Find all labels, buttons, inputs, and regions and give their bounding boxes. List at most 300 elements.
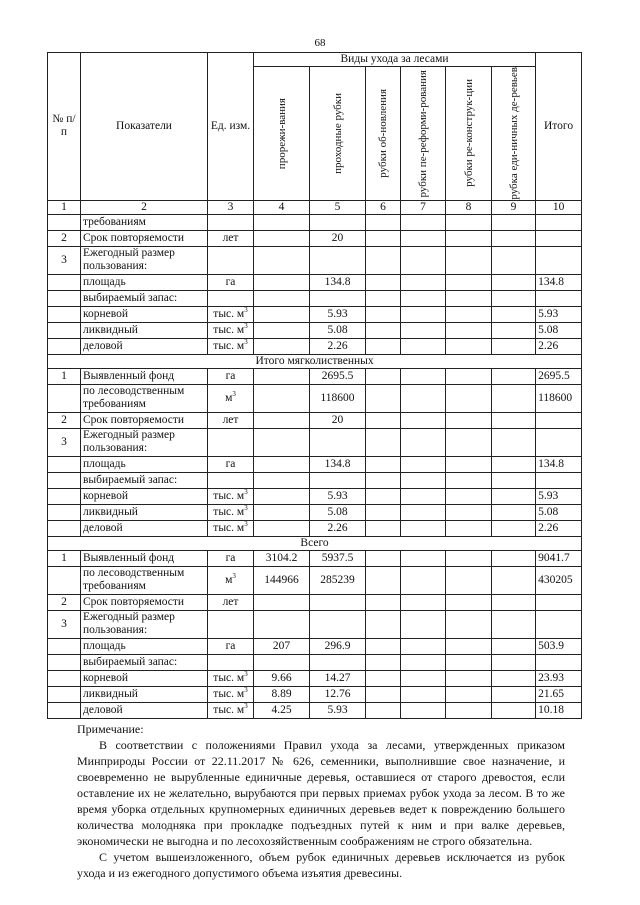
row-unit: га: [208, 274, 254, 290]
value-reconstruction: [446, 654, 492, 670]
row-indicator: выбираемый запас:: [81, 472, 208, 488]
care-type-header: рубки пе-реформи-рования: [401, 67, 446, 201]
value-reconstruction: [446, 428, 492, 456]
row-number: [48, 654, 81, 670]
value-total: [536, 428, 582, 456]
value-passage-cutting: 14.27: [310, 670, 366, 686]
row-indicator: Выявленный фонд: [81, 368, 208, 384]
row-indicator: корневой: [81, 306, 208, 322]
value-renewal: [366, 566, 401, 594]
row-number: [48, 338, 81, 354]
col-num-header: № п/п: [48, 53, 81, 201]
value-total: [536, 230, 582, 246]
value-single-trees: [492, 290, 536, 306]
care-type-header: рубка еди-ничных де-ревьев: [492, 67, 536, 201]
value-renewal: [366, 290, 401, 306]
value-total: [536, 594, 582, 610]
value-passage-cutting: [310, 654, 366, 670]
value-reconstruction: [446, 338, 492, 354]
row-unit: га: [208, 550, 254, 566]
value-passage-cutting: 5937.5: [310, 550, 366, 566]
row-number: [48, 274, 81, 290]
table-row: [48, 290, 582, 306]
value-reforming: [401, 290, 446, 306]
value-reforming: [401, 520, 446, 536]
row-unit: [208, 246, 254, 274]
value-renewal: [366, 412, 401, 428]
value-reconstruction: [446, 456, 492, 472]
value-single-trees: [492, 610, 536, 638]
row-number: [48, 290, 81, 306]
section-title-row: [48, 536, 582, 550]
value-thinning: [254, 230, 310, 246]
row-indicator: деловой: [81, 702, 208, 718]
row-number: 1: [48, 368, 81, 384]
value-reforming: [401, 412, 446, 428]
value-renewal: [366, 472, 401, 488]
value-thinning: [254, 610, 310, 638]
value-reforming: [401, 322, 446, 338]
row-indicator: по лесоводственным требованиям: [81, 384, 208, 412]
row-unit: лет: [208, 412, 254, 428]
value-renewal: [366, 610, 401, 638]
column-numbers-row: 1 2 3 4 5 6 7 8 9 10: [48, 200, 582, 214]
value-renewal: [366, 428, 401, 456]
row-number: 2: [48, 594, 81, 610]
col-total-header: Итого: [536, 53, 582, 201]
value-reforming: [401, 638, 446, 654]
row-indicator: площадь: [81, 456, 208, 472]
row-unit: тыс. $м^3$: [208, 686, 254, 702]
value-renewal: [366, 594, 401, 610]
value-single-trees: [492, 670, 536, 686]
value-renewal: [366, 520, 401, 536]
table-row: [48, 412, 582, 428]
row-number: 3: [48, 610, 81, 638]
row-indicator: деловой: [81, 520, 208, 536]
value-single-trees: [492, 654, 536, 670]
row-unit: тыс. $м^3$: [208, 520, 254, 536]
value-reforming: [401, 368, 446, 384]
value-reforming: [401, 504, 446, 520]
value-total: 134.8: [536, 456, 582, 472]
care-type-header: прорежи-вания: [254, 67, 310, 201]
value-passage-cutting: 20: [310, 412, 366, 428]
value-reconstruction: [446, 246, 492, 274]
row-indicator: выбираемый запас:: [81, 290, 208, 306]
value-renewal: [366, 702, 401, 718]
value-single-trees: [492, 368, 536, 384]
value-total: 5.93: [536, 306, 582, 322]
value-total: 134.8: [536, 274, 582, 290]
value-passage-cutting: [310, 472, 366, 488]
value-renewal: [366, 504, 401, 520]
value-single-trees: [492, 338, 536, 354]
row-indicator: Ежегодный размер пользования:: [81, 610, 208, 638]
col-indicators-header: Показатели: [81, 53, 208, 201]
value-single-trees: [492, 246, 536, 274]
table-row: [48, 654, 582, 670]
row-unit: тыс. $м^3$: [208, 306, 254, 322]
row-indicator: Срок повторяемости: [81, 412, 208, 428]
table-row: [48, 384, 582, 412]
row-unit: га: [208, 638, 254, 654]
value-reconstruction: [446, 594, 492, 610]
value-renewal: [366, 274, 401, 290]
value-passage-cutting: 285239: [310, 566, 366, 594]
value-total: 5.08: [536, 504, 582, 520]
value-total: [536, 290, 582, 306]
value-renewal: [366, 230, 401, 246]
row-unit: лет: [208, 594, 254, 610]
table-row: [48, 702, 582, 718]
value-reconstruction: [446, 274, 492, 290]
forest-care-table: [47, 52, 582, 719]
row-indicator: выбираемый запас:: [81, 654, 208, 670]
value-single-trees: [492, 384, 536, 412]
value-total: 430205: [536, 566, 582, 594]
row-unit: тыс. $м^3$: [208, 504, 254, 520]
table-row: [48, 670, 582, 686]
value-single-trees: [492, 428, 536, 456]
table-row: [48, 306, 582, 322]
value-renewal: [366, 246, 401, 274]
section-title: Всего: [48, 536, 582, 550]
row-number: 1: [48, 550, 81, 566]
table-row: [48, 610, 582, 638]
row-number: 2: [48, 412, 81, 428]
table-row: [48, 594, 582, 610]
value-reconstruction: [446, 412, 492, 428]
row-unit: [208, 290, 254, 306]
value-thinning: [254, 274, 310, 290]
value-passage-cutting: 296.9: [310, 638, 366, 654]
value-passage-cutting: [310, 290, 366, 306]
value-thinning: [254, 322, 310, 338]
value-total: [536, 412, 582, 428]
value-total: 10.18: [536, 702, 582, 718]
table-row: [48, 550, 582, 566]
value-thinning: 4.25: [254, 702, 310, 718]
value-passage-cutting: 5.93: [310, 306, 366, 322]
value-total: 2695.5: [536, 368, 582, 384]
value-total: 9041.7: [536, 550, 582, 566]
value-reconstruction: [446, 566, 492, 594]
value-thinning: [254, 368, 310, 384]
value-reconstruction: [446, 504, 492, 520]
table-row: [48, 214, 582, 230]
value-total: 21.65: [536, 686, 582, 702]
value-reforming: [401, 230, 446, 246]
row-number: [48, 638, 81, 654]
value-passage-cutting: 2.26: [310, 520, 366, 536]
row-unit: $м^3$: [208, 566, 254, 594]
value-single-trees: [492, 702, 536, 718]
row-number: [48, 488, 81, 504]
value-reconstruction: [446, 214, 492, 230]
row-indicator: Ежегодный размер пользования:: [81, 428, 208, 456]
row-indicator: ликвидный: [81, 504, 208, 520]
value-thinning: [254, 428, 310, 456]
row-number: [48, 566, 81, 594]
value-total: 503.9: [536, 638, 582, 654]
row-unit: тыс. $м^3$: [208, 488, 254, 504]
value-renewal: [366, 368, 401, 384]
row-number: [48, 472, 81, 488]
value-reconstruction: [446, 702, 492, 718]
value-single-trees: [492, 520, 536, 536]
value-renewal: [366, 384, 401, 412]
value-single-trees: [492, 550, 536, 566]
value-reforming: [401, 610, 446, 638]
value-total: [536, 472, 582, 488]
table-row: [48, 338, 582, 354]
value-passage-cutting: [310, 594, 366, 610]
care-types-group-header: Виды ухода за лесами: [254, 53, 536, 67]
value-reforming: [401, 246, 446, 274]
row-indicator: Срок повторяемости: [81, 230, 208, 246]
note-paragraph-2: С учетом вышеизложенного, объем рубок единичных деревьев исключается из рубок ухода и из ежегодного допустимого объема изъятия древесины.: [77, 850, 565, 880]
value-thinning: [254, 472, 310, 488]
value-passage-cutting: [310, 610, 366, 638]
value-single-trees: [492, 412, 536, 428]
section-title-row: [48, 354, 582, 368]
value-thinning: 8.89: [254, 686, 310, 702]
table-row: [48, 472, 582, 488]
value-total: 2.26: [536, 520, 582, 536]
section-title: Итого мягколиственных: [48, 354, 582, 368]
value-thinning: [254, 520, 310, 536]
value-single-trees: [492, 456, 536, 472]
note-label: Примечание:: [77, 722, 144, 736]
note-paragraph-1: В соответствии с положениями Правил ухода за лесами, утвержденных приказом Минприроды России от 22.11.2017 № 626, семенники, выполнившие свое назначение, и своевременно не вырубленные единичные деревья, оставшиеся от старого древостоя, если оставление их не желательно, вырубаются при первых приемах рубок ухода за лесом. В то же время уборка отдельных крупномерных единичных деревьев ведет к повреждению большего количества молодняка при прокладке подъездных путей к ним и при валке деревьев, экономически не выгодна и по лесохозяйственным соображениям не строго обязательна.: [77, 738, 565, 848]
value-single-trees: [492, 686, 536, 702]
value-thinning: [254, 594, 310, 610]
value-renewal: [366, 306, 401, 322]
row-number: [48, 306, 81, 322]
row-number: [48, 686, 81, 702]
value-passage-cutting: 134.8: [310, 274, 366, 290]
value-renewal: [366, 456, 401, 472]
value-reforming: [401, 670, 446, 686]
table-row: [48, 520, 582, 536]
page-number: 68: [314, 37, 326, 49]
value-reforming: [401, 654, 446, 670]
table-row: [48, 686, 582, 702]
row-number: [48, 456, 81, 472]
value-passage-cutting: 5.08: [310, 322, 366, 338]
row-unit: га: [208, 456, 254, 472]
value-single-trees: [492, 566, 536, 594]
row-number: 3: [48, 246, 81, 274]
table-row: [48, 566, 582, 594]
row-number: [48, 702, 81, 718]
value-thinning: [254, 290, 310, 306]
row-unit: га: [208, 368, 254, 384]
value-single-trees: [492, 230, 536, 246]
row-indicator: площадь: [81, 274, 208, 290]
value-thinning: 3104.2: [254, 550, 310, 566]
row-unit: лет: [208, 230, 254, 246]
value-total: 118600: [536, 384, 582, 412]
value-thinning: [254, 246, 310, 274]
value-renewal: [366, 686, 401, 702]
row-number: [48, 670, 81, 686]
value-reconstruction: [446, 610, 492, 638]
value-passage-cutting: 2695.5: [310, 368, 366, 384]
value-passage-cutting: 2.26: [310, 338, 366, 354]
value-reconstruction: [446, 550, 492, 566]
value-single-trees: [492, 306, 536, 322]
row-indicator: ликвидный: [81, 686, 208, 702]
value-total: 2.26: [536, 338, 582, 354]
value-single-trees: [492, 274, 536, 290]
row-unit: [208, 428, 254, 456]
value-total: 5.08: [536, 322, 582, 338]
row-indicator: корневой: [81, 488, 208, 504]
col-unit-header: Ед. изм.: [208, 53, 254, 201]
row-unit: тыс. $м^3$: [208, 670, 254, 686]
value-thinning: [254, 214, 310, 230]
value-passage-cutting: [310, 214, 366, 230]
care-type-header: рубки об-новления: [366, 67, 401, 201]
table-row: [48, 488, 582, 504]
value-single-trees: [492, 638, 536, 654]
row-number: 2: [48, 230, 81, 246]
value-renewal: [366, 214, 401, 230]
value-thinning: 207: [254, 638, 310, 654]
value-passage-cutting: 118600: [310, 384, 366, 412]
value-reconstruction: [446, 368, 492, 384]
row-indicator: ликвидный: [81, 322, 208, 338]
row-indicator: корневой: [81, 670, 208, 686]
value-renewal: [366, 322, 401, 338]
value-thinning: [254, 338, 310, 354]
row-indicator: Выявленный фонд: [81, 550, 208, 566]
value-passage-cutting: 12.76: [310, 686, 366, 702]
value-reconstruction: [446, 322, 492, 338]
value-renewal: [366, 638, 401, 654]
value-single-trees: [492, 488, 536, 504]
table-row: [48, 638, 582, 654]
value-reconstruction: [446, 230, 492, 246]
table-row: [48, 504, 582, 520]
value-reforming: [401, 456, 446, 472]
row-unit: тыс. $м^3$: [208, 322, 254, 338]
value-thinning: [254, 654, 310, 670]
value-total: [536, 214, 582, 230]
value-passage-cutting: 5.08: [310, 504, 366, 520]
row-number: [48, 214, 81, 230]
value-reforming: [401, 472, 446, 488]
value-reforming: [401, 384, 446, 412]
value-thinning: [254, 384, 310, 412]
care-type-header: рубки ре-конструк-ции: [446, 67, 492, 201]
value-reconstruction: [446, 520, 492, 536]
value-reforming: [401, 686, 446, 702]
row-indicator: Срок повторяемости: [81, 594, 208, 610]
value-reconstruction: [446, 686, 492, 702]
value-thinning: [254, 456, 310, 472]
value-passage-cutting: 20: [310, 230, 366, 246]
care-type-header: проходные рубки: [310, 67, 366, 201]
row-unit: [208, 214, 254, 230]
table-row: [48, 246, 582, 274]
value-renewal: [366, 654, 401, 670]
value-total: [536, 654, 582, 670]
table-row: [48, 428, 582, 456]
value-passage-cutting: 134.8: [310, 456, 366, 472]
value-thinning: 9.66: [254, 670, 310, 686]
value-reforming: [401, 306, 446, 322]
row-indicator: площадь: [81, 638, 208, 654]
value-reconstruction: [446, 670, 492, 686]
row-unit: [208, 610, 254, 638]
value-reconstruction: [446, 638, 492, 654]
row-unit: тыс. $м^3$: [208, 338, 254, 354]
value-renewal: [366, 488, 401, 504]
value-renewal: [366, 550, 401, 566]
value-reconstruction: [446, 290, 492, 306]
table-row: [48, 322, 582, 338]
value-reforming: [401, 594, 446, 610]
value-thinning: [254, 504, 310, 520]
row-number: [48, 504, 81, 520]
value-single-trees: [492, 322, 536, 338]
table-row: [48, 274, 582, 290]
row-number: [48, 520, 81, 536]
value-single-trees: [492, 594, 536, 610]
value-thinning: [254, 488, 310, 504]
value-reforming: [401, 702, 446, 718]
value-renewal: [366, 338, 401, 354]
table-row: [48, 368, 582, 384]
value-reconstruction: [446, 488, 492, 504]
row-indicator: по лесоводственным требованиям: [81, 566, 208, 594]
value-thinning: 144966: [254, 566, 310, 594]
table-row: [48, 230, 582, 246]
table-row: [48, 456, 582, 472]
row-unit: [208, 472, 254, 488]
row-indicator: деловой: [81, 338, 208, 354]
row-number: 3: [48, 428, 81, 456]
row-unit: тыс. $м^3$: [208, 702, 254, 718]
value-total: 23.93: [536, 670, 582, 686]
value-passage-cutting: 5.93: [310, 702, 366, 718]
value-passage-cutting: [310, 428, 366, 456]
note-block: [77, 721, 565, 881]
value-reconstruction: [446, 384, 492, 412]
value-reforming: [401, 274, 446, 290]
row-unit: [208, 654, 254, 670]
value-total: [536, 246, 582, 274]
value-renewal: [366, 670, 401, 686]
value-passage-cutting: [310, 246, 366, 274]
value-reconstruction: [446, 472, 492, 488]
row-indicator: требованиям: [81, 214, 208, 230]
value-passage-cutting: 5.93: [310, 488, 366, 504]
value-single-trees: [492, 472, 536, 488]
value-thinning: [254, 412, 310, 428]
value-total: [536, 610, 582, 638]
row-number: [48, 322, 81, 338]
value-single-trees: [492, 504, 536, 520]
value-reforming: [401, 428, 446, 456]
value-reforming: [401, 566, 446, 594]
value-reforming: [401, 214, 446, 230]
value-thinning: [254, 306, 310, 322]
value-reconstruction: [446, 306, 492, 322]
